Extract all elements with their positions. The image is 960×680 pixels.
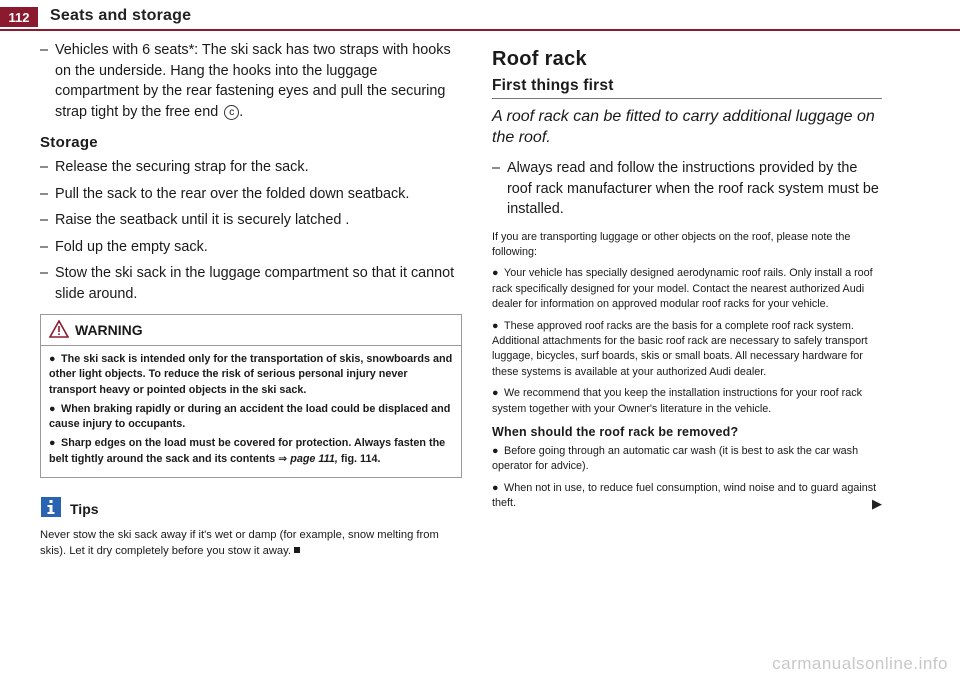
intro-item-text: Vehicles with 6 seats*: The ski sack has two straps with hooks on the underside. Hang the hooks into the luggage compartment by the rear fastening eyes and pull the securing strap tight by the free end	[55, 42, 451, 120]
tips-title: Tips	[70, 500, 99, 517]
warning-body	[41, 346, 461, 477]
warning-item: ● Sharp edges on the load must be covered for protection. Always fasten the belt tightly around the sack and its contents ⇒ page 111, fig. 114.	[49, 437, 446, 465]
tips-text: Never stow the ski sack away if it's wet or damp (for example, snow melting from skis). Let it dry completely before you stow it away.	[40, 529, 439, 558]
page-number-badge	[0, 7, 38, 27]
page-number: 112	[8, 9, 30, 25]
storage-step: – Raise the seatback until it is securely latched .	[40, 210, 462, 231]
continue-arrow-icon: ▶	[872, 496, 882, 512]
intro-list-item: – Vehicles with 6 seats*: The ski sack has two straps with hooks on the underside. Hang the hooks into the luggage compartment by the rear fastening eyes and pull the securing strap tight by the free end c .	[40, 40, 462, 122]
warning-box	[40, 314, 462, 478]
storage-heading: Storage	[40, 134, 98, 151]
callout-c-icon: c	[224, 105, 239, 120]
left-column	[40, 40, 462, 559]
bullet-item: ● When not in use, to reduce fuel consumption, wind noise and to guard against theft. ▶	[492, 481, 882, 512]
warning-item-text: The ski sack is intended only for the transportation of skis, snowboards and other light objects. To reduce the risk of serious personal injury never transport heavy or pointed objects in the ski sack.	[49, 353, 453, 396]
bullet-item: ● Your vehicle has specially designed aerodynamic roof rails. Only install a roof rack specifically designed for your model. Contact the nearest authorized Audi dealer for information on approved modular roof racks for your vehicle.	[492, 267, 873, 311]
info-icon	[40, 496, 62, 521]
storage-step: – Release the securing strap for the sack.	[40, 157, 462, 178]
bullet-item: ● We recommend that you keep the installation instructions for your roof rack system together with your Owner's literature in the vehicle.	[492, 387, 863, 415]
lead-text: A roof rack can be fitted to carry additional luggage on the roof.	[492, 108, 875, 146]
end-of-section-mark	[294, 547, 300, 553]
removal-heading: When should the roof rack be removed?	[492, 424, 739, 439]
bullet-item: ● These approved roof racks are the basis for a complete roof rack system. Additional attachments for the basic roof rack are necessary to safely transport luggage, bicycles, surf boards, skis or small boats. All necessary hardware for these systems is available at your authorized Audi dealer.	[492, 319, 868, 378]
warning-item: ● The ski sack is intended only for the transportation of skis, snowboards and other light objects. To reduce the risk of serious personal injury never transport heavy or pointed objects in the ski sack.	[49, 353, 453, 396]
page-reference-link[interactable]: ⇒ page 111,	[278, 452, 338, 465]
warning-header	[41, 315, 461, 346]
subsection-title: First things first	[492, 77, 882, 99]
storage-step: – Pull the sack to the rear over the folded down seatback.	[40, 184, 462, 205]
storage-step: – Stow the ski sack in the luggage compartment so that it cannot slide around.	[40, 263, 462, 304]
running-header: Seats and storage	[50, 7, 192, 24]
bullet-item: ● Before going through an automatic car wash (it is best to ask the car wash operator for advice).	[492, 444, 859, 473]
intro-paragraph: If you are transporting luggage or other objects on the roof, please note the following:	[492, 230, 851, 258]
right-column	[492, 40, 882, 518]
section-title: Roof rack	[492, 48, 587, 70]
warning-item-text: Sharp edges on the load must be covered for protection. Always fasten the belt tightly around the sack and its contents	[49, 437, 446, 465]
warning-title: WARNING	[75, 322, 143, 338]
figure-reference: fig. 114.	[340, 452, 381, 465]
instruction-item: – Always read and follow the instructions provided by the roof rack manufacturer when the roof rack system must be installed.	[492, 158, 882, 220]
tips-header	[40, 496, 462, 521]
warning-triangle-icon	[49, 320, 69, 341]
warning-item-text: When braking rapidly or during an accident the load could be displaced and cause injury to occupants.	[49, 402, 451, 431]
watermark: carmanualsonline.info	[772, 654, 948, 673]
warning-item: ● When braking rapidly or during an accident the load could be displaced and cause injury to occupants.	[49, 402, 451, 431]
storage-step: – Fold up the empty sack.	[40, 237, 462, 258]
header-rule	[0, 29, 960, 31]
